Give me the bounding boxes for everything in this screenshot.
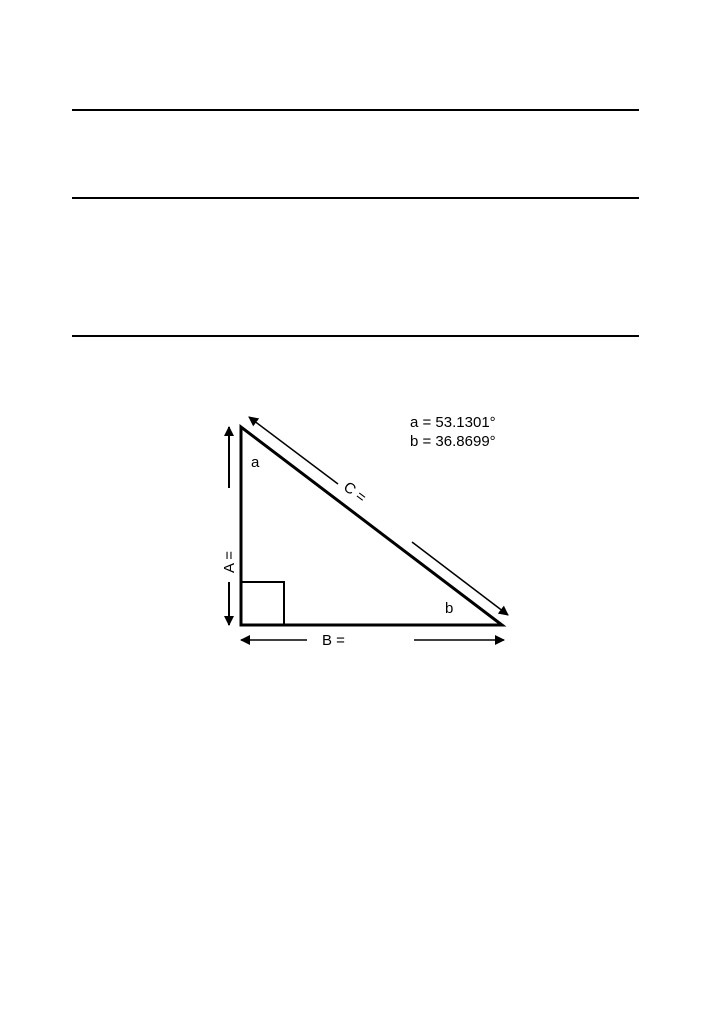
vertex-label-a: a xyxy=(251,454,260,471)
side-c-arrow-lower xyxy=(412,542,508,615)
vertex-label-b: b xyxy=(445,600,454,617)
triangle-shape xyxy=(241,427,502,625)
side-c-arrow-upper xyxy=(249,417,338,484)
right-angle-marker xyxy=(241,582,284,625)
side-a-label: A = xyxy=(221,550,238,574)
side-c-label: C = xyxy=(340,478,370,507)
angle-b-readout: b = 36.8699° xyxy=(410,433,496,450)
angle-a-readout: a = 53.1301° xyxy=(410,414,496,431)
side-b-label: B = xyxy=(322,632,345,649)
